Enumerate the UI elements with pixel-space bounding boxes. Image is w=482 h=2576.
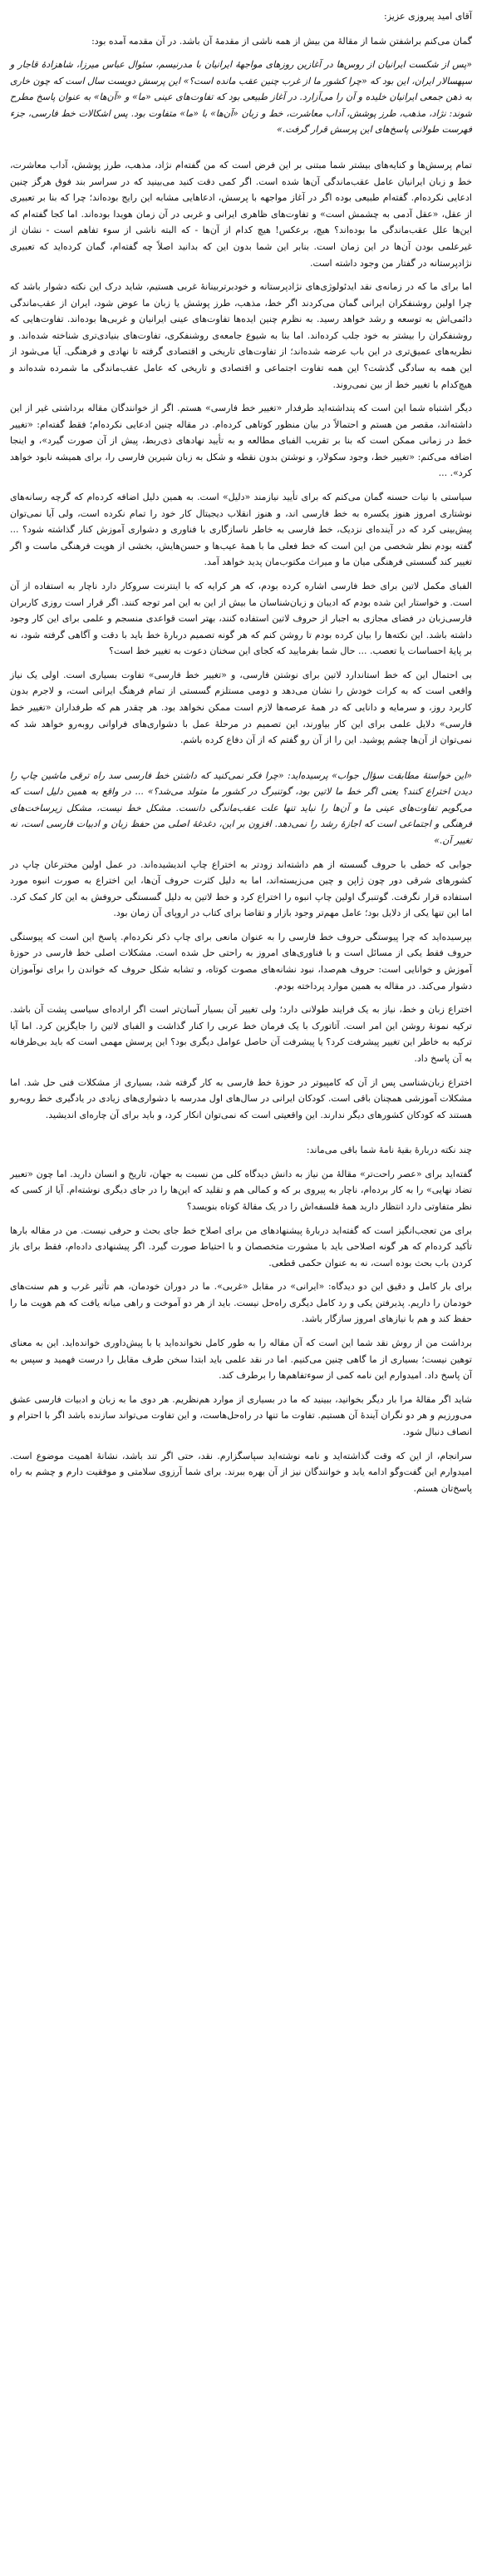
section-gap — [10, 1130, 472, 1142]
paragraph: برداشت من از روش نقد شما این است که آن مقاله را به طور کامل نخوانده‌اید یا با پیش‌داوری خوانده‌اید. این به معنای توهین نیست؛ بسیاری از ما گاهی چنین می‌کنیم. اما در نقد علمی باید ابتدا سخن طرف مقابل را درست فهمید و سپس به آن پاسخ داد. امیدوارم این نامه کمی از سوءتفاهم‌ها را برطرف کند. — [10, 1337, 472, 1382]
paragraph: اختراع زبان و خط، نیاز به یک فرایند طولانی دارد؛ ولی تغییر آن بسیار آسان‌تر است اگر اراده‌ای سیاسی پشت آن باشد. ترکیه نمونهٔ روشن این امر است. آتاتورک با یک فرمان خط عربی را کنار گذاشت و الفبای لاتین را جایگزین کرد. اما آیا ترکیه به خاطر این تغییر پیشرفت کرد؟ یا پیشرفت آن حاصل عوامل دیگری بود؟ این پرسش مهمی است که باید بی‌طرفانه به آن پاسخ داد. — [10, 1004, 472, 1064]
section-gap — [10, 756, 472, 768]
paragraph: گفته‌اید برای «عصر راحت‌تر» مقالهٔ من نیاز به دانش دیدگاه کلی من نسبت به جهان، تاریخ و انسان دارید. اما چون «تعبیر تضاد نهایی» را به کار برده‌ام، ناچار به پیروی بر که و کمالی هم و تقلید که این‌ها را در جای دیگری نوشته‌ام. آیا از کسی که نظر متفاوتی دارد انتظار دارید همهٔ فلسفه‌اش را در یک مقالهٔ کوتاه بنویسد؟ — [10, 1168, 472, 1212]
paragraph: برای بار کامل و دقیق این دو دیدگاه: «ایرانی» در مقابل «غربی». ما در دوران خودمان، هم تأثیر غرب و هم سنت‌های خودمان را داریم. پذیرفتن یکی و رد کامل دیگری راه‌حل نیست. باید از هر دو آموخت و راهی میانه یافت که هم هویت ما را حفظ کند و هم با نیازهای امروز سازگار باشد. — [10, 1281, 472, 1325]
salutation: آقای امید پیروزی عزیز: — [384, 11, 472, 22]
paragraph: اختراع زبان‌شناسی پس از آن که کامپیوتر در حوزهٔ خط فارسی به کار گرفته شد، بسیاری از مشکلات فنی حل شد. اما مشکلات آموزشی همچنان باقی است. کودکان ایرانی در سال‌های اول مدرسه با دشواری‌های زیادی در یادگیری خط روبه‌رو هستند که کودکان کشورهای دیگر ندارند. این واقعیتی است که نمی‌توان انکار کرد، و باید برای آن چاره‌ای اندیشید. — [10, 1076, 472, 1120]
paragraph: شاید اگر مقالهٔ مرا بار دیگر بخوانید، ببینید که ما در بسیاری از موارد هم‌نظریم. هر دوی ما به زبان و ادبیات فارسی عشق می‌ورزیم و هر دو نگران آیندهٔ آن هستیم. تفاوت ما تنها در راه‌حل‌هاست، و این تفاوت می‌تواند سازنده باشد اگر با احترام و انصاف دنبال شود. — [10, 1393, 472, 1437]
paragraph: چند نکته دربارهٔ بقیهٔ نامهٔ شما باقی می‌ماند: — [306, 1145, 472, 1156]
paragraph: جوابی که خطی با حروف گسسته از هم داشته‌اند زودتر به اختراع چاپ اندیشیده‌اند. در عمل اولین مخترعان چاپ در کشورهای شرقی دور چون ژاپن و چین می‌زیسته‌اند، اما به دلیل کثرت حروف آن‌ها، این اختراع به صورت انبوه مورد استفاده قرار نگرفت. گوتنبرگ اولین چاپ انبوه را اختراع کرد و خط لاتین به دلیل گسستگی حروفش به این کار کمک کرد. اما این تنها یکی از دلایل بود؛ عامل مهم‌تر وجود بازار و تقاضا برای کتاب در اروپای آن زمان بود. — [10, 858, 472, 919]
paragraph: دیگر اشتباه شما این است که پنداشته‌اید طرفدار «تغییر خط فارسی» هستم. اگر از خوانندگان مقاله برداشتی غیر از این داشته‌اند، مقصر من هستم و احتمالاً در بیان منظور کوتاهی کرده‌ام. در مقاله چنین ادعایی نکرده‌ام؛ فقط گفته‌ام: «تغییر خط در زمانی ممکن است که بنا بر تقریب الفبای مطالعه و به تأیید نهادهای ذی‌ربط، پیش از آن صورت گیرد»، و اینجا اضافه می‌کنم: «تغییر خط، وجود سکولار، و نوشتن بدون نقطه و شکل به زبان شیرین فارسی را، برای همیشه نابود خواهد کرد». ... — [10, 403, 472, 479]
intro-paragraph: گمان می‌کنم براشفتن شما از مقالهٔ من بیش از همه ناشی از مقدمهٔ آن باشد. در آن مقدمه آمده بود: — [91, 35, 472, 47]
paragraph: بی احتمال این که خط استاندارد لاتین برای نوشتن فارسی، و «تغییر خط فارسی» تفاوت بسیاری است. اولی یک نیاز واقعی است که به کرات خودش را نشان می‌دهد و دومی مستلزم گسستی از تمام فرهنگ ایرانی است، و لاجرم بدون کاربرد روز، و سرمایه و دانایی که در همهٔ عرصه‌ها لازم است ممکن نخواهد بود. هر چقدر هم که طرفداران «تغییر خط فارسی» دلایل علمی برای این کار بیاورند، این تصمیم در مرحلهٔ عمل با دشواری‌های فراوانی روبه‌رو خواهد شد که نمی‌توان از آن‌ها چشم پوشید. این را از آن رو گفتم که از آن دفاع کرده باشم. — [10, 669, 472, 746]
section-gap — [10, 146, 472, 157]
paragraph: اما برای ما که در زمانه‌ی نقد ایدئولوژی‌های نژادپرستانه و خودبرتربینانهٔ غربی هستیم، شاید درک این نکته دشوار باشد که چرا اولین روشنفکران ایرانی گمان می‌کردند اگر خط، مذهب، طرز پوشش یا زبان ما عوض شود، ایران از عقب‌ماندگی دائمی‌اش به توسعه و رشد خواهد رسید. به نظرم چنین ایده‌ها تفاوت‌های عینی ایرانیان و غربی‌ها بوده‌اند. تفاوت‌هایی که روشنفکران را بیشتر به خود جلب کرده‌اند. اما بنا به شیوع جامعه‌ی روشنفکری، تفاوت‌های بنیادی‌تری شناخته شده‌اند. و نظریه‌های عمیق‌تری در این باب عرضه شده‌اند؛ از تفاوت‌های تاریخی و اقتصادی گرفته تا نهادی و فرهنگی. آیا می‌شود از این همه به سادگی گذشت؟ این همه تفاوت اجتماعی و اقتصادی و تاریخی که عامل عقب‌ماندگی ما شمرده شده‌اند و هیچ‌کدام با تغییر خط از بین نمی‌روند. — [10, 281, 472, 390]
paragraph: بپرسیده‌اید که چرا پیوستگی حروف خط فارسی را به عنوان مانعی برای چاپ ذکر نکرده‌ام. پاسخ این است که پیوستگی حروف فقط یکی از مسائل است و با فناوری‌های امروز به راحتی حل شده است. مشکلات اصلی خط فارسی در حوزهٔ آموزش و خوانایی است: حروف هم‌صدا، نبود نشانه‌های مصوت کوتاه، و تشابه شکل حروف که خواندن را برای نوآموزان دشوار می‌کند. در مقاله به همین موارد پرداخته بودم. — [10, 931, 472, 991]
paragraph: سیاستی با نیات حسنه گمان می‌کنم که برای تأیید نیازمند «دلیل» است. به همین دلیل اضافه کرده‌ام که گرچه رسانه‌های نوشتاری امروز هنوز یکسره به خط فارسی اند، و هنوز انقلاب دیجیتال کار خود را تمام نکرده است، ولی آیا نمی‌توان پیش‌بینی کرد که در آینده‌ای نزدیک، خط فارسی به خاطر ناسازگاری با فناوری و دشواری آموزش کنار گذاشته شود؟ ... گفته بودم نظر شخصی من این است که خط فعلی ما با همهٔ عیب‌ها و حسن‌هایش، بخشی از هویت فرهنگی ماست و اگر تغییر کند گسستی فرهنگی میان ما و میراث مکتوب‌مان پدید خواهد آمد. — [10, 492, 472, 568]
quoted-passage: «پس از شکست ایرانیان از روس‌ها در آغازین روزهای مواجههٔ ایرانیان با مدرنیسم، سئوال عباس میرزا، شاهزادهٔ قاجار و سپهسالار ایران، این بود که «چرا کشور ما از غرب چنین عقب مانده است؟» این پرسش دویست سال است که چون خاری به ذهن جمعی ایرانیان خلیده و آن را می‌آزارد. در آغاز طبیعی بود که تفاوت‌های عینی «ما» و «آن‌ها» به عنوان پاسخ مطرح شوند: نژاد، مذهب، طرز پوشش، آداب معاشرت، خط و زبان «آن‌ها» با «ما» متفاوت بود. پس اشکالات خط فارسی، جزء فهرست طولانی پاسخ‌های این پرسش قرار گرفت.» — [10, 59, 472, 136]
quoted-passage: «این خواستهٔ مطابقت سؤال جواب» پرسیده‌اید: «چرا فکر نمی‌کنید که داشتن خط فارسی سد راه ترقی ماشین چاپ را دیدن اختراع کنند؟ یعنی اگر خط ما لاتین بود، گوتنبرگ در کشور ما متولد می‌شد؟» ... در واقع به همین دلیل است که می‌گویم تفاوت‌های عینی ما و آن‌ها را نباید تنها علت عقب‌ماندگی دانست. مشکل خط نیست، مشکل زیرساخت‌های فرهنگی و اجتماعی است که اجازهٔ رشد را نمی‌دهد. افزون بر این، دغدغهٔ اصلی من حفظ زبان و ادبیات فارسی است، نه تغییر آن.» — [10, 769, 472, 847]
paragraph: برای من تعجب‌انگیز است که گفته‌اید دربارهٔ پیشنهادهای من برای اصلاح خط جای بحث و حرفی نیست. من در مقاله بارها تأکید کرده‌ام که هر گونه اصلاحی باید با مشورت متخصصان و با احتیاط صورت گیرد. اگر پیشنهادی داده‌ام، فقط برای باز کردن باب بحث بوده است، نه به عنوان حکمی قطعی. — [10, 1224, 472, 1268]
paragraph: سرانجام، از این که وقت گذاشته‌اید و نامه نوشته‌اید سپاسگزارم. نقد، حتی اگر تند باشد، نشانهٔ اهمیت موضوع است. امیدوارم این گفت‌وگو ادامه یابد و خوانندگان نیز از آن بهره ببرند. برای شما آرزوی سلامتی و موفقیت دارم و چشم به راه پاسخ‌تان هستم. — [10, 1450, 472, 1494]
paragraph: الفبای مکمل لاتین برای خط فارسی اشاره کرده بودم، که هر کرایه که با اینترنت سروکار دارد ناچار به استفاده از آن است. و خواستار این شده بودم که ادیبان و زبان‌شناسان ما بیش از این به این امر توجه کنند. اگر قرار است روزی کاربران فارسی‌زبان در فضای مجازی به اجبار از حروف لاتین استفاده کنند، بهتر است قواعدی منسجم و علمی برای این کار وجود داشته باشد. این نکته‌ها را بیان کرده بودم تا روشن کنم که هر گونه تصمیم دربارهٔ خط باید با دقت و آگاهی گرفته شود، نه بر پایهٔ احساسات یا تعصب. ... حال شما بفرمایید که کجای این سخنان دعوت به تغییر خط است؟ — [10, 580, 472, 657]
letter-body — [10, 8, 472, 1496]
paragraph: تمام پرسش‌ها و کنایه‌های بیشتر شما مبتنی بر این فرض است که من گفته‌ام نژاد، مذهب، طرز پوشش، آداب معاشرت، خط و زبان ایرانیان عامل عقب‌ماندگی آن‌ها شده است. اگر کمی دقت کنید می‌بینید که در سراسر بند فوق هرگز چنین ادعایی نکرده‌ام. گفته‌ام طبیعی بوده اگر در آغاز مواجهه با پرسش، ادعاهایی مشابه این رایج بوده‌اند؛ چرا که بنا بر تعبیری از عقل، «عقل آدمی به چشمش است» و تفاوت‌های ظاهری ایرانی و غربی در آن زمان هویدا بوده‌اند. اما کجا گفته‌ام که این‌ها علل عقب‌ماندگی ما بوده‌اند؟ هیچ، برعکس! هیچ کدام از آن‌ها - که البته ناشی از سوء تفاهم است - نشان از غیرعلمی بودن آن‌ها در این زمان است. بنابر این شما بدون این که بدانید اصلاً چه گفته‌ام، گمان کرده‌اید که تعبیری نژادپرستانه در گفتار من وجود داشته است. — [10, 160, 472, 269]
